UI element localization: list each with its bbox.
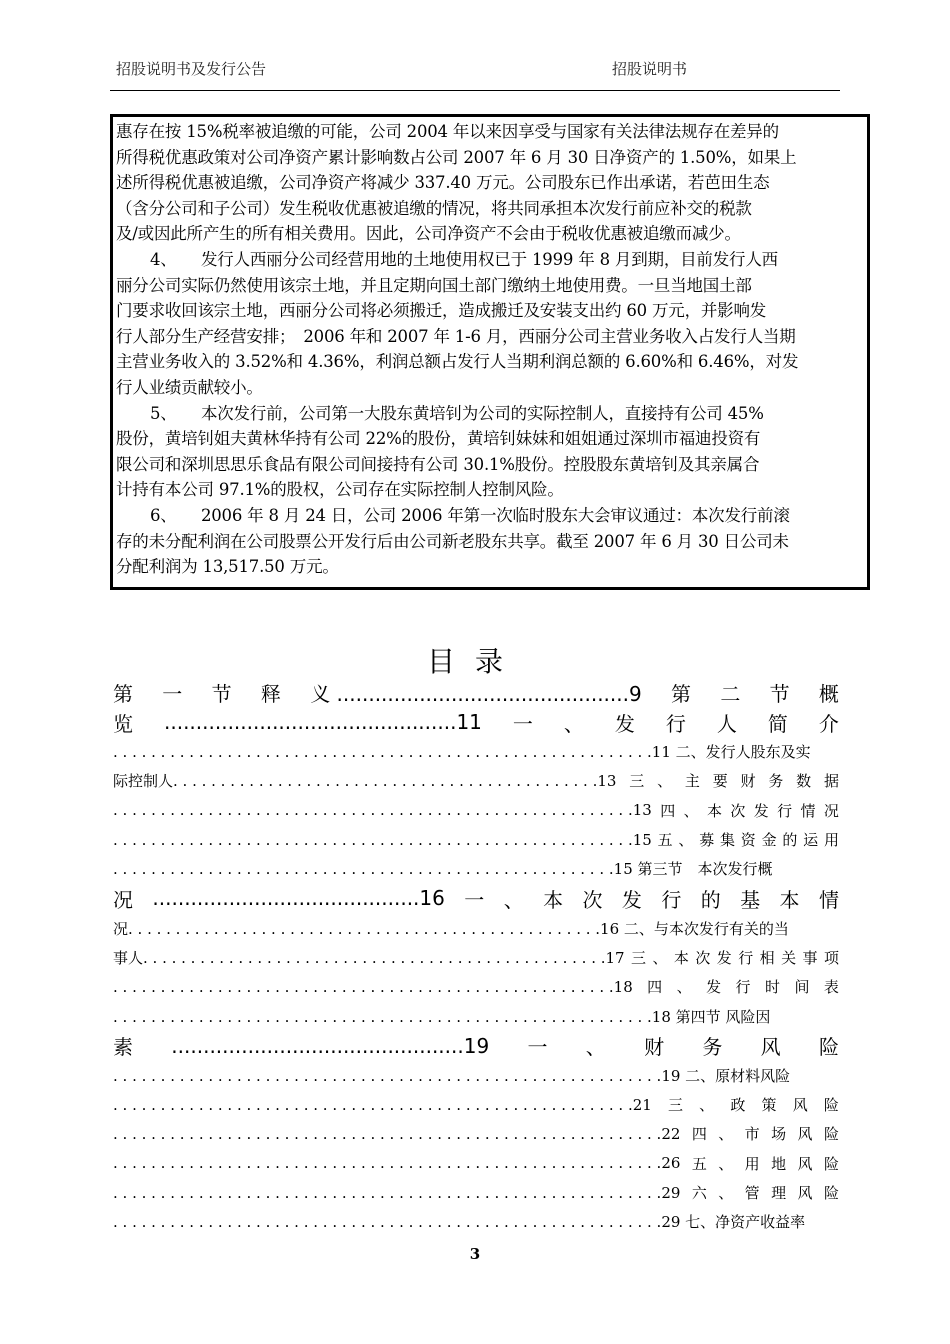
toc-text: . . . . . . . . . . . . . . . . . . . . . . . . . . . . . . . . . . . . . . . . . . . . . . . . . . . . . . .15: [113, 830, 652, 849]
toc-text: 、: [678, 831, 694, 850]
risk-text-line: 5、 本次发行前，公司第一大股东黄培钊为公司的实际控制人，直接持有公司 45%: [150, 403, 764, 423]
toc-text: 金: [761, 831, 777, 850]
toc-text: 、: [718, 1184, 734, 1202]
toc-text: 理: [771, 1184, 787, 1202]
toc-text: 风: [797, 1125, 813, 1144]
toc-text: 发: [614, 711, 635, 736]
toc-line: [113, 707, 839, 737]
toc-text: 、: [718, 1125, 734, 1144]
toc-text: 际控制人. . . . . . . . . . . . . . . . . . . . . . . . . . . . . . . . . . . . . . . . . . . . .13: [113, 772, 617, 791]
toc-text: 、: [652, 948, 668, 967]
toc-text: 风: [760, 1035, 781, 1060]
header-right: 招股说明书: [612, 60, 688, 78]
toc-text: 市: [744, 1125, 760, 1144]
toc-line: [113, 825, 839, 854]
toc-line: [113, 1178, 839, 1207]
toc-text: 要: [712, 772, 728, 791]
toc-text: 节: [769, 681, 790, 706]
table-of-contents: [113, 677, 839, 1236]
toc-text: 关: [781, 948, 797, 967]
toc-text: 项: [823, 948, 839, 967]
risk-text-line: 计持有本公司 97.1%的股权，公司存在实际控制人控制风险。: [116, 480, 564, 500]
page-number: 3: [469, 1245, 481, 1263]
toc-text: 本: [673, 948, 689, 967]
risk-text-line: 存的未分配利润在公司股票公开发行后由公司新老股东共享。截至 2007 年 6 月 30 日公司未: [116, 531, 789, 551]
toc-text: 风: [797, 1154, 813, 1173]
toc-text: 基: [740, 887, 761, 912]
toc-text: . . . . . . . . . . . . . . . . . . . . . . . . . . . . . . . . . . . . . . . . . . . . . . . . . . . . .18: [113, 977, 633, 996]
toc-text: 次: [730, 801, 746, 820]
toc-text: 义 ..............................................9: [310, 681, 642, 706]
toc-text: 节: [211, 681, 232, 706]
toc-line: [113, 737, 839, 766]
toc-text: 一: [512, 711, 533, 736]
toc-text: 风: [792, 1096, 808, 1115]
toc-line: [113, 677, 839, 707]
toc-text: 据: [823, 772, 839, 791]
risk-notice-box: [110, 114, 870, 590]
risk-text-line: 行人部分生产经营安排； 2006 年和 2007 年 1-6 月，西丽分公司主营业务收入占发行人当期: [116, 326, 796, 346]
toc-text: 募: [699, 831, 715, 850]
risk-text-line: 分配利润为 13,517.50 万元。: [116, 557, 339, 577]
toc-text: 三: [629, 772, 645, 791]
toc-text: 用: [823, 831, 839, 850]
toc-text: 发: [706, 978, 722, 997]
risk-text-line: 主营业务收入的 3.52%和 4.36%，利润总额占发行人当期利润总额的 6.60%和 6.46%，对发: [116, 352, 799, 372]
toc-text: 三: [631, 948, 647, 967]
toc-text: 时: [764, 978, 780, 997]
toc-line: [113, 1149, 839, 1178]
toc-text: 地: [771, 1154, 787, 1173]
toc-text: 、: [657, 772, 673, 791]
toc-text: ..............................................19: [171, 1033, 490, 1058]
toc-text: 风: [797, 1184, 813, 1202]
toc-text: 相: [759, 948, 775, 967]
risk-text-line: 6、 2006 年 8 月 24 日，公司 2006 年第一次临时股东大会审议通过：本次发行前滚: [150, 505, 790, 525]
toc-text: 数: [796, 772, 812, 791]
toc-text: 、: [718, 1154, 734, 1173]
toc-text: . . . . . . . . . . . . . . . . . . . . . . . . . . . . . . . . . . . . . . . . . . . . . . . . . . . . . . . . .18 第四节 风险因: [113, 1007, 771, 1026]
toc-line: [113, 883, 839, 913]
toc-text: 发: [621, 887, 642, 912]
toc-text: 览: [113, 711, 133, 736]
toc-text: 二: [720, 681, 741, 706]
toc-text: 财: [644, 1035, 665, 1060]
toc-text: 间: [794, 978, 810, 997]
toc-line: [113, 766, 839, 795]
toc-text: 管: [744, 1184, 760, 1202]
risk-text-line: 行人业绩贡献较小。: [116, 377, 263, 397]
toc-text: 五: [691, 1154, 707, 1173]
toc-text: 用: [744, 1154, 760, 1173]
toc-text: 简: [767, 711, 788, 736]
toc-text: 四: [647, 978, 663, 997]
toc-title: 目录: [426, 645, 523, 678]
risk-text-line: 所得税优惠政策对公司净资产累计影响数占公司 2007 年 6 月 30 日净资产的 1.50%，如果上: [116, 147, 797, 167]
toc-text: 策: [761, 1096, 777, 1115]
toc-text: . . . . . . . . . . . . . . . . . . . . . . . . . . . . . . . . . . . . . . . . . . . . . . . . . . . . . . . . .11 二、发行人股东及实: [113, 743, 811, 762]
header-divider: [110, 90, 840, 91]
toc-text: 本: [543, 887, 564, 912]
toc-text: 四: [691, 1125, 707, 1144]
toc-text: 、: [699, 1096, 715, 1115]
toc-text: 四: [660, 801, 676, 820]
toc-text: . . . . . . . . . . . . . . . . . . . . . . . . . . . . . . . . . . . . . . . . . . . . . . . . . . . . . . . . . .22: [113, 1124, 681, 1143]
toc-text: 、: [585, 1035, 606, 1060]
toc-text: 、: [676, 978, 692, 997]
risk-text-line: 丽分公司实际仍然使用该宗土地，并且定期向国土部门缴纳土地使用费。一旦当地国土部: [116, 275, 752, 295]
toc-text: 本: [706, 801, 722, 820]
toc-text: 第: [671, 681, 692, 706]
toc-text: 五: [657, 831, 673, 850]
toc-text: 概: [818, 681, 839, 706]
toc-text: 行: [777, 801, 793, 820]
risk-notice-text: [113, 117, 867, 580]
toc-text: 本: [779, 887, 800, 912]
toc-text: 财: [740, 772, 756, 791]
toc-line: [113, 913, 839, 942]
toc-text: 务: [768, 772, 784, 791]
toc-line: [113, 1001, 839, 1030]
header-left: 招股说明书及发行公告: [116, 60, 267, 78]
risk-text-line: 门要求收回该宗土地，西丽分公司将必须搬迁，造成搬迁及安装支出约 60 万元，并影响发: [116, 301, 767, 321]
toc-text: 人: [716, 711, 737, 736]
risk-text-line: 惠存在按 15%税率被追缴的可能，公司 2004 年以来因享受与国家有关法律法规存在差异的: [116, 122, 779, 141]
toc-text: 运: [803, 831, 819, 850]
toc-text: 况. . . . . . . . . . . . . . . . . . . . . . . . . . . . . . . . . . . . . . . . . . . . . . . . . .16 二、与本次发行有关的当: [113, 919, 789, 938]
toc-text: 一: [162, 681, 183, 706]
toc-text: 事人. . . . . . . . . . . . . . . . . . . . . . . . . . . . . . . . . . . . . . . . . . . . . . . . .17: [113, 948, 625, 967]
risk-text-line: 及/或因此所产生的所有相关费用。因此，公司净资产不会由于税收优惠被追缴而减少。: [116, 224, 741, 244]
toc-text: 务: [702, 1035, 723, 1060]
toc-text: 第: [113, 681, 133, 706]
toc-text: . . . . . . . . . . . . . . . . . . . . . . . . . . . . . . . . . . . . . . . . . . . . . . . . . . . . . . . . . .29: [113, 1183, 681, 1202]
toc-text: 介: [818, 711, 839, 736]
toc-text: 一: [464, 887, 485, 912]
toc-line: [113, 1031, 839, 1061]
toc-text: ..........................................16: [152, 886, 445, 911]
toc-text: 表: [823, 978, 839, 997]
toc-text: 集: [719, 831, 735, 850]
toc-line: [113, 1119, 839, 1148]
toc-text: . . . . . . . . . . . . . . . . . . . . . . . . . . . . . . . . . . . . . . . . . . . . . . . . . . . . . . . . . .26: [113, 1154, 681, 1173]
toc-text: 三: [667, 1096, 683, 1115]
toc-text: 险: [823, 1125, 839, 1144]
toc-text: 、: [503, 887, 524, 912]
toc-text: 行: [661, 887, 682, 912]
toc-line: [113, 972, 839, 1001]
toc-text: 一: [527, 1035, 548, 1060]
toc-line: [113, 1061, 839, 1090]
toc-text: 发: [753, 801, 769, 820]
toc-text: 的: [782, 831, 798, 850]
toc-text: 险: [823, 1154, 839, 1173]
toc-text: ..............................................11: [164, 710, 482, 734]
toc-text: 场: [771, 1125, 787, 1144]
risk-text-line: 述所得税优惠被追缴，公司净资产将减少 337.40 万元。公司股东已作出承诺，若芭田生态: [116, 173, 770, 193]
toc-line: [113, 1090, 839, 1119]
risk-text-line: 4、 发行人西丽分公司经营用地的土地使用权已于 1999 年 8 月到期，目前发行人西: [150, 249, 778, 269]
toc-text: . . . . . . . . . . . . . . . . . . . . . . . . . . . . . . . . . . . . . . . . . . . . . . . . . . . . . . .21: [113, 1095, 652, 1114]
toc-line: [113, 1207, 839, 1236]
risk-text-line: 股份，黄培钊姐夫黄林华持有公司 22%的股份，黄培钊妹妹和姐姐通过深圳市福迪投资有: [116, 429, 761, 449]
toc-text: 事: [802, 948, 818, 967]
toc-line: [113, 796, 839, 825]
toc-text: 行: [735, 978, 751, 997]
toc-text: 资: [740, 831, 756, 850]
toc-text: 六: [691, 1184, 707, 1202]
risk-text-line: （含分公司和子公司）发生税收优惠被追缴的情况，将共同承担本次发行前应补交的税款: [116, 198, 752, 218]
toc-text: 情: [800, 801, 816, 820]
toc-text: 次: [582, 887, 603, 912]
toc-line: [113, 854, 839, 883]
toc-text: 险: [818, 1035, 839, 1060]
toc-text: 主: [684, 772, 700, 791]
toc-text: 险: [823, 1184, 839, 1202]
toc-text: 发: [716, 948, 732, 967]
toc-text: 素: [113, 1035, 133, 1060]
toc-text: 、: [563, 711, 584, 736]
toc-text: . . . . . . . . . . . . . . . . . . . . . . . . . . . . . . . . . . . . . . . . . . . . . . . . . . . . .15 第三节 本次发行概: [113, 860, 773, 879]
toc-text: 政: [730, 1096, 746, 1115]
toc-text: 次: [695, 948, 711, 967]
toc-text: 行: [738, 948, 754, 967]
toc-text: 行: [665, 711, 686, 736]
toc-text: . . . . . . . . . . . . . . . . . . . . . . . . . . . . . . . . . . . . . . . . . . . . . . . . . . . . . . .13: [113, 801, 652, 820]
toc-text: 况: [823, 801, 839, 820]
toc-text: 释: [260, 681, 281, 706]
toc-text: . . . . . . . . . . . . . . . . . . . . . . . . . . . . . . . . . . . . . . . . . . . . . . . . . . . . . . . . . .29 七、净资产收益率: [113, 1213, 806, 1232]
risk-text-line: 限公司和深圳思思乐食品有限公司间接持有公司 30.1%股份。控股股东黄培钊及其亲属合: [116, 454, 760, 474]
toc-text: . . . . . . . . . . . . . . . . . . . . . . . . . . . . . . . . . . . . . . . . . . . . . . . . . . . . . . . . . .19 二、原材料风险: [113, 1066, 791, 1085]
toc-text: 情: [818, 887, 839, 912]
toc-line: [113, 943, 839, 972]
toc-text: 、: [683, 801, 699, 820]
toc-text: 况: [113, 887, 133, 912]
toc-text: 险: [823, 1096, 839, 1115]
toc-text: 的: [700, 887, 721, 912]
